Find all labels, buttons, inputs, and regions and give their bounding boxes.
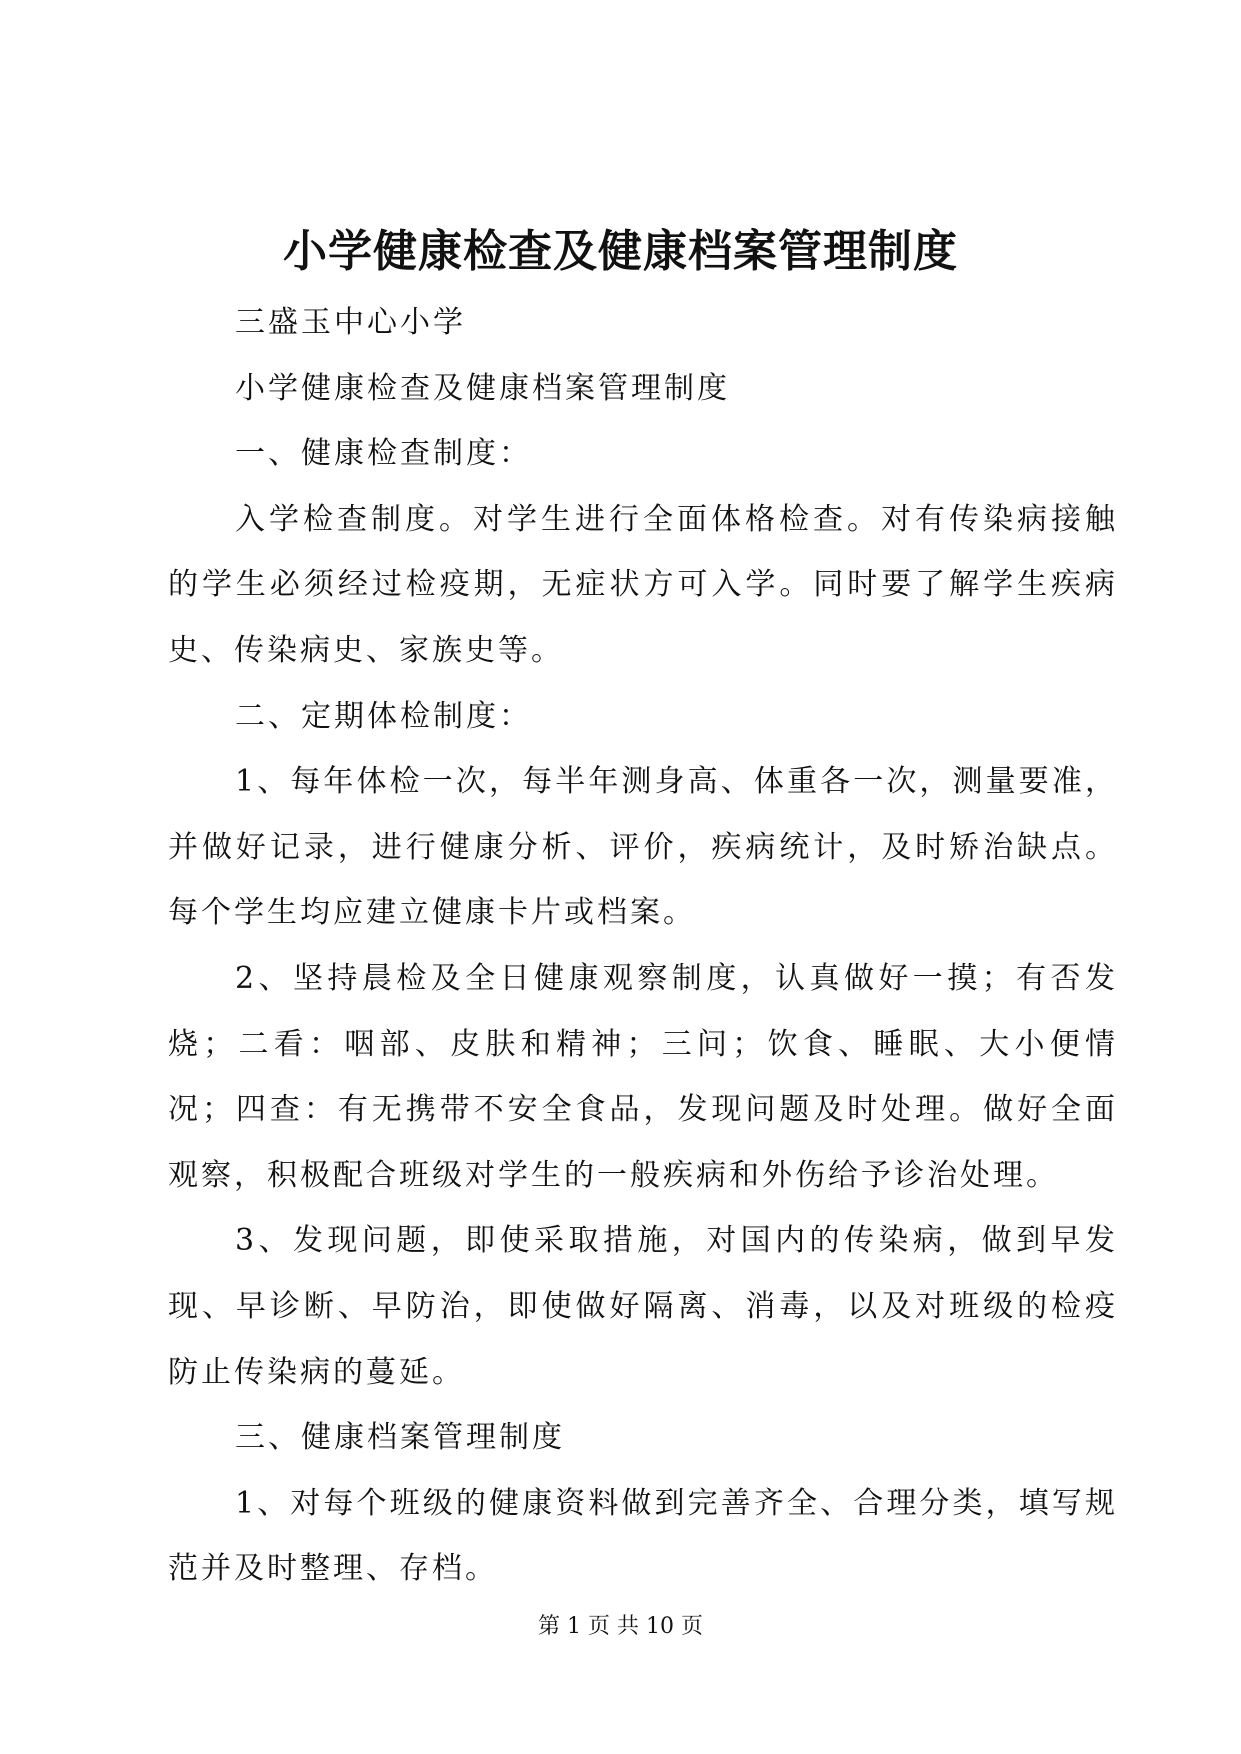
section-heading-3: 三、健康档案管理制度: [235, 1420, 565, 1456]
document-title: 小学健康检查及健康档案管理制度: [283, 226, 958, 277]
paragraph: 1、对每个班级的健康资料做到完善齐全、合理分类，填写规范并及时整理、存档。: [168, 1485, 1118, 1587]
paragraph: 入学检查制度。对学生进行全面体格检查。对有传染病接触的学生必须经过检疫期，无症状方可入学。同时要了解学生疾病史、传染病史、家族史等。: [168, 501, 1118, 668]
paragraph-school-name: 三盛玉中心小学: [235, 305, 466, 340]
section-heading-1: 一、健康检查制度：: [235, 436, 532, 472]
paragraph: 1、每年体检一次，每半年测身高、体重各一次，测量要准，并做好记录，进行健康分析、评价，疾病统计，及时矫治缺点。每个学生均应建立健康卡片或档案。: [168, 764, 1118, 931]
page-footer: 第 1 页 共 10 页: [538, 1614, 703, 1639]
paragraph: 2、坚持晨检及全日健康观察制度，认真做好一摸；有否发烧；二看：咽部、皮肤和精神；三问；饮食、睡眠、大小便情况；四查：有无携带不安全食品，发现问题及时处理。做好全面观察，积极配合班级对学生的一般疾病和外伤给予诊治处理。: [168, 960, 1118, 1193]
paragraph-subtitle: 小学健康检查及健康档案管理制度: [235, 370, 730, 406]
document-body: [168, 290, 1118, 1602]
paragraph: 3、发现问题，即使采取措施，对国内的传染病，做到早发现、早诊断、早防治，即使做好隔离、消毒，以及对班级的检疫防止传染病的蔓延。: [168, 1223, 1118, 1390]
section-heading-2: 二、定期体检制度：: [235, 698, 532, 734]
